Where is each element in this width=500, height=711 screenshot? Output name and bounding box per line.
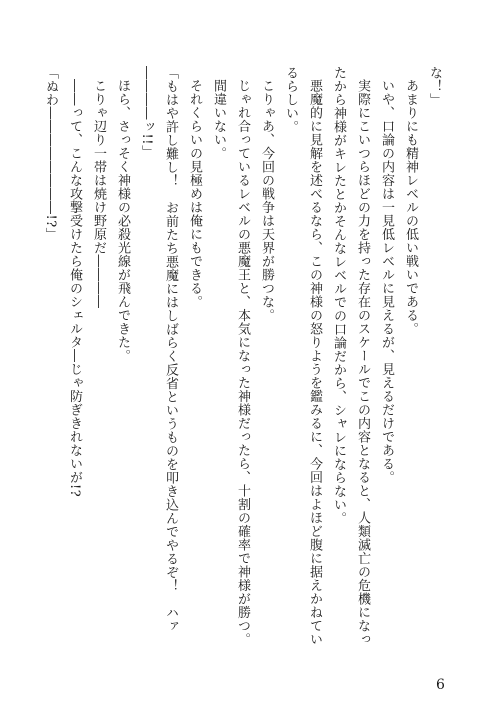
vertical-text-body	[26, 66, 446, 656]
paragraph: じゃれ合っているレベルの悪魔王と、本気になった神様だったら、十割の確率で神様が勝つ。	[235, 79, 250, 646]
paragraph: こりゃあ、今回の戦争は天界が勝つな。	[259, 79, 274, 322]
dialogue-paragraph: 「ぬわ――――――――!?」	[43, 66, 58, 242]
page-number: 6	[436, 677, 445, 693]
paragraph: いや、口論の内容は一見低レベルに見えるが、見えるだけである。	[379, 79, 394, 484]
paragraph: ほら、さっそく神様の必殺光線が飛んできた。	[115, 79, 130, 363]
paragraph: それくらいの見極めは俺にもできる。	[187, 79, 202, 309]
paragraph: 実際にこいつらほどの力を持った存在のスケールでこの内容となると、人類滅亡の危機になったから神様がキレたとかそんなレベルでの口論だから、シャレにならない。	[331, 66, 370, 646]
dialogue-paragraph: 「もはや許し難し！ お前たち悪魔にはしばらく反省というものを叩き込んでやるぞ！ ハァ――――ッ!!」	[139, 66, 178, 633]
paragraph: ――って、こんな攻撃受けたら俺のシェルタ―じゃ防ぎきれないが!?	[67, 79, 82, 498]
paragraph: あまりにも精神レベルの低い戦いである。	[403, 79, 418, 336]
paragraph: 間違いない。	[211, 79, 226, 160]
paragraph: 悪魔的に見解を述べるなら、この神様の怒りようを鑑みるに、今回はよほど腹に据えかねているらしい。	[283, 66, 322, 646]
paragraph: な！」	[427, 66, 442, 107]
paragraph: こりゃ辺り一帯は焼け野原だ――――	[91, 79, 106, 309]
